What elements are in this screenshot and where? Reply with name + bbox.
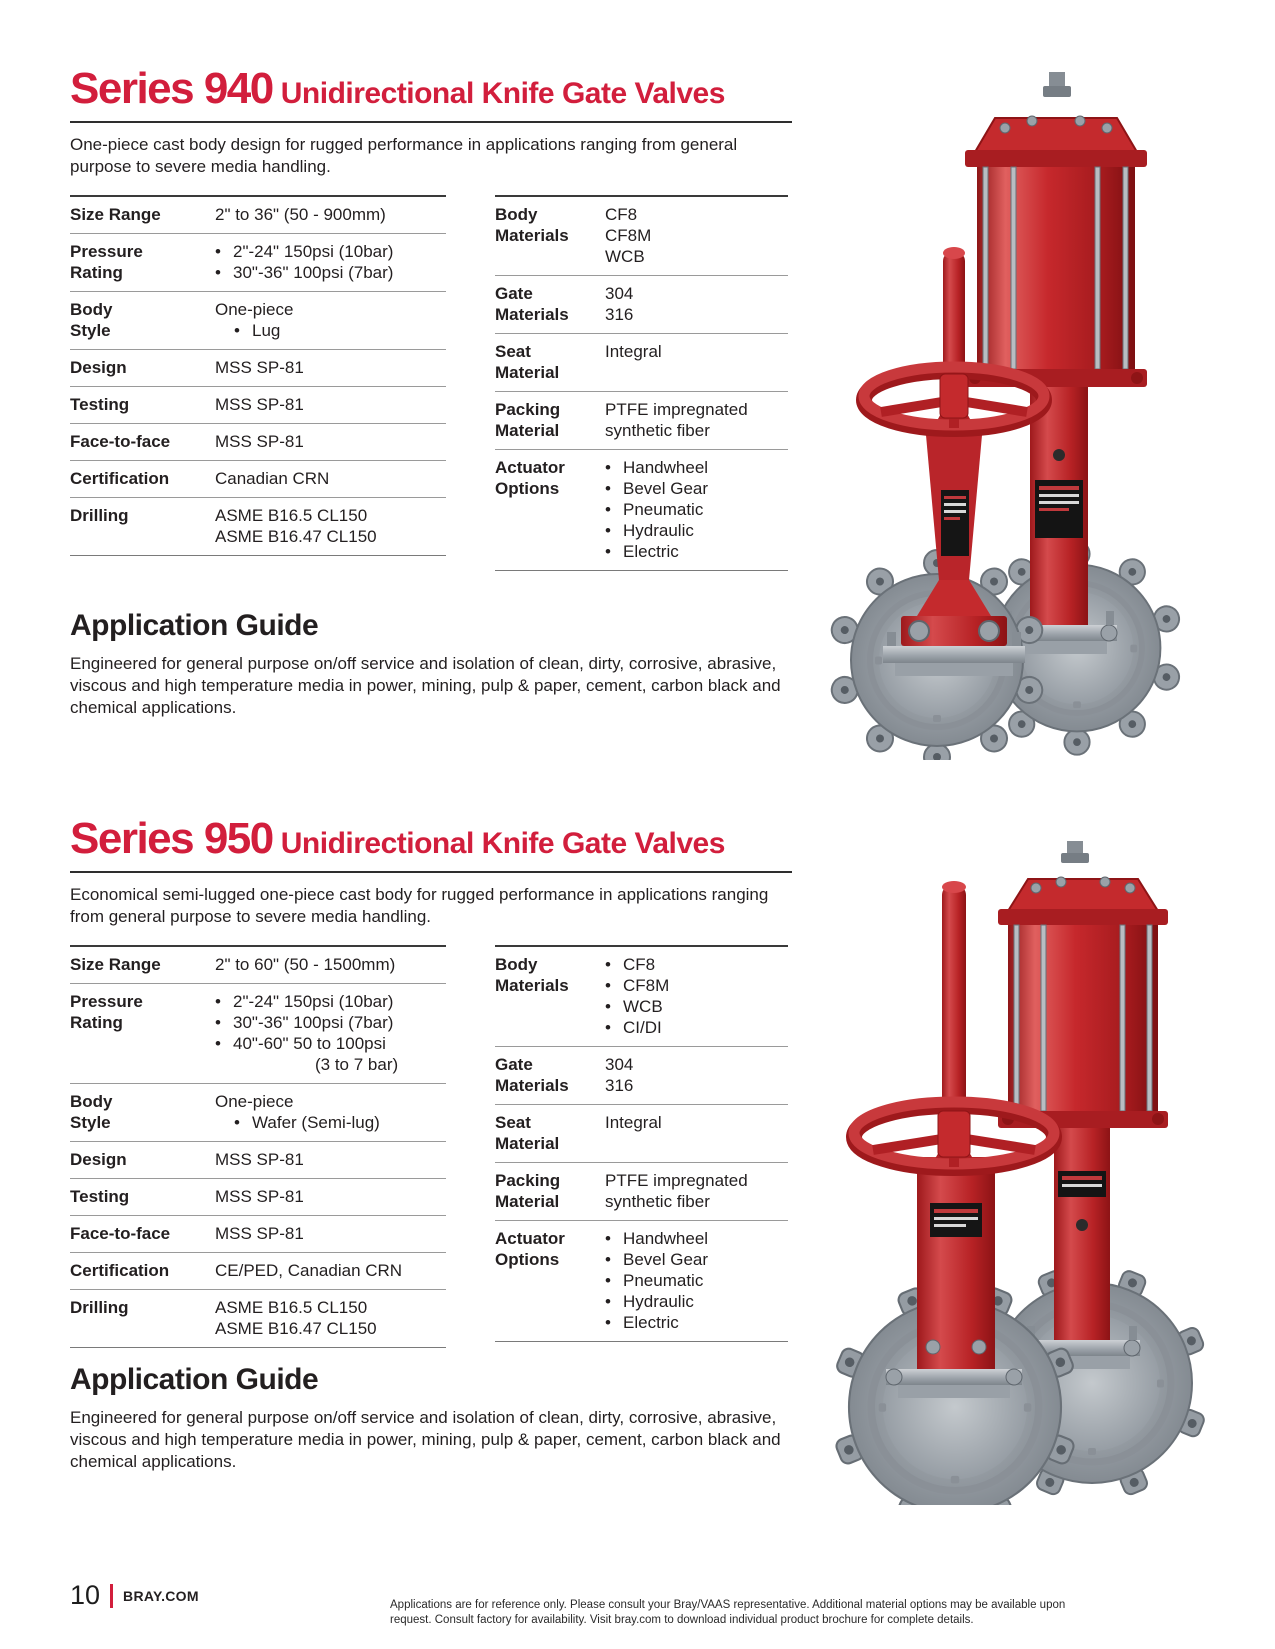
spec-value-line: PTFE impregnated <box>605 1171 748 1190</box>
bullet-icon: • <box>215 263 221 282</box>
spec-value-line: CF8 <box>605 205 638 224</box>
series-940-number: Series 940 <box>70 64 273 113</box>
series-950-valve-photo <box>790 805 1240 1505</box>
spec-row <box>70 233 446 291</box>
spec-value-line: synthetic fiber <box>605 421 710 440</box>
bullet-icon: • <box>605 458 611 477</box>
spec-value <box>215 394 446 415</box>
title-divider <box>70 871 792 873</box>
bullet-icon: • <box>234 1113 240 1132</box>
footer-divider-bar <box>110 1584 113 1608</box>
series-940-left-spec-table <box>70 195 446 556</box>
spec-label: Certification <box>70 469 170 488</box>
series-950-subtitle: Unidirectional Knife Gate Valves <box>280 827 725 860</box>
footer-disclaimer: Applications are for reference only. Please consult your Bray/VAAS representative. Additional material options may be available upon request. Consult factory for availability. Visit bray.com to download individual product brochure for complete details. <box>390 1598 1066 1626</box>
spec-row <box>70 195 446 233</box>
series-940-right-spec-table <box>495 195 788 571</box>
spec-value-line: synthetic fiber <box>605 1192 710 1211</box>
spec-value-line: One-piece <box>215 300 294 319</box>
spec-value <box>605 954 788 1038</box>
bullet-icon: • <box>605 976 611 995</box>
spec-label: Size Range <box>70 205 161 224</box>
spec-value <box>215 204 446 225</box>
series-940-intro: One-piece cast body design for rugged performance in applications ranging from general purpose to severe media handling. <box>70 135 738 176</box>
spec-value-line: • Lug <box>234 321 281 340</box>
spec-row <box>70 291 446 349</box>
section-series-940 <box>70 66 792 719</box>
spec-value <box>215 1223 446 1244</box>
spec-value-line: 304 <box>605 1055 634 1074</box>
spec-value-line: • Electric <box>605 1313 679 1332</box>
spec-value-line: • CF8M <box>605 976 670 995</box>
spec-value-line: (3 to 7 bar) <box>315 1055 399 1074</box>
series-940-spec-tables <box>70 195 792 571</box>
spec-row <box>495 1162 788 1220</box>
series-940-application-guide-text: Engineered for general purpose on/off service and isolation of clean, dirty, corrosive, abrasive, viscous and high temperature media in power, mining, pulp & paper, cement, carbon black and chemical applications. <box>70 654 781 717</box>
spec-value <box>215 505 446 547</box>
spec-value-line: Integral <box>605 342 662 361</box>
spec-value <box>215 1149 446 1170</box>
spec-value-line: MSS SP-81 <box>215 432 304 451</box>
series-940-subtitle: Unidirectional Knife Gate Valves <box>280 77 725 110</box>
bullet-icon: • <box>215 242 221 261</box>
spec-value-line: • Handwheel <box>605 458 709 477</box>
spec-value-line: PTFE impregnated <box>605 400 748 419</box>
footer-brand: BRAY.COM <box>123 1587 199 1604</box>
spec-value-line: 2" to 60" (50 - 1500mm) <box>215 955 396 974</box>
bullet-icon: • <box>605 1250 611 1269</box>
spec-label: Drilling <box>70 506 129 525</box>
spec-value-line: • Bevel Gear <box>605 479 709 498</box>
spec-value-line: • 30"-36" 100psi (7bar) <box>215 263 394 282</box>
spec-value-line: 316 <box>605 305 634 324</box>
spec-row <box>495 449 788 570</box>
spec-label: Testing <box>70 1187 130 1206</box>
spec-value-line: • Pneumatic <box>605 500 704 519</box>
spec-row <box>70 1289 446 1347</box>
spec-value <box>605 1228 788 1333</box>
spec-value-line: • Handwheel <box>605 1229 709 1248</box>
spec-label: Packing Material <box>495 400 561 440</box>
series-950-left-spec-table <box>70 945 446 1348</box>
bullet-icon: • <box>605 1271 611 1290</box>
footer-page-info <box>70 1580 199 1611</box>
spec-row <box>495 275 788 333</box>
spec-value-line: • CF8 <box>605 955 656 974</box>
spec-value <box>605 1170 788 1212</box>
spec-value <box>605 457 788 562</box>
spec-row <box>70 1141 446 1178</box>
warning-label <box>930 1203 982 1237</box>
spec-row <box>70 386 446 423</box>
spec-value-line: MSS SP-81 <box>215 1187 304 1206</box>
spec-value <box>215 1186 446 1207</box>
spec-label: Packing Material <box>495 1171 561 1211</box>
spec-value <box>215 241 446 283</box>
spec-value-line: • Pneumatic <box>605 1271 704 1290</box>
series-950-title <box>70 816 792 867</box>
spec-value-line: • Hydraulic <box>605 1292 694 1311</box>
warning-label <box>1035 480 1083 538</box>
spec-label: Pressure Rating <box>70 242 143 282</box>
spec-row <box>70 1083 446 1141</box>
spec-value-line: MSS SP-81 <box>215 1224 304 1243</box>
spec-value-line: MSS SP-81 <box>215 358 304 377</box>
spec-value-line: ASME B16.47 CL150 <box>215 1319 377 1338</box>
spec-value <box>605 1054 788 1096</box>
spec-row <box>495 391 788 449</box>
page-number: 10 <box>70 1580 101 1610</box>
spec-row <box>70 945 446 983</box>
series-950-application-guide-text: Engineered for general purpose on/off service and isolation of clean, dirty, corrosive, abrasive, viscous and high temperature media in power, mining, pulp & paper, cement, carbon black and chemical applications. <box>70 1408 781 1471</box>
spec-value-line: 2" to 36" (50 - 900mm) <box>215 205 386 224</box>
bullet-icon: • <box>605 542 611 561</box>
series-940-valve-photo <box>825 60 1235 760</box>
spec-value-line: • 2"-24" 150psi (10bar) <box>215 992 394 1011</box>
spec-value-line: ASME B16.5 CL150 <box>215 506 368 525</box>
series-950-right-spec-table <box>495 945 788 1342</box>
spec-row <box>495 1046 788 1104</box>
knife-gate-valve-940-illustration <box>825 60 1235 760</box>
series-940-title <box>70 66 792 117</box>
spec-value <box>215 468 446 489</box>
spec-label: Gate Materials <box>495 284 569 324</box>
spec-row <box>70 1252 446 1289</box>
title-divider <box>70 121 792 123</box>
spec-label: Actuator Options <box>495 1229 565 1269</box>
spec-row <box>495 945 788 1046</box>
bullet-icon: • <box>605 955 611 974</box>
spec-value <box>215 991 446 1075</box>
spec-row <box>70 423 446 460</box>
series-950-intro: Economical semi-lugged one-piece cast body for rugged performance in applications ranging from general purpose to severe media handling. <box>70 885 769 926</box>
series-940-application-guide-title: Application Guide <box>70 609 319 642</box>
section-series-950 <box>70 816 792 1473</box>
warning-label <box>941 490 969 556</box>
series-950-application-guide-title: Application Guide <box>70 1363 319 1396</box>
spec-label: Seat Material <box>495 1113 560 1153</box>
spec-label: Certification <box>70 1261 170 1280</box>
bullet-icon: • <box>605 479 611 498</box>
bullet-icon: • <box>215 1034 221 1053</box>
spec-value-line: MSS SP-81 <box>215 1150 304 1169</box>
spec-value <box>215 299 446 341</box>
spec-value <box>605 1112 788 1154</box>
spec-value-line: CE/PED, Canadian CRN <box>215 1261 403 1280</box>
spec-value <box>605 283 788 325</box>
spec-value-line: • 30"-36" 100psi (7bar) <box>215 1013 394 1032</box>
bullet-icon: • <box>605 1313 611 1332</box>
series-950-number: Series 950 <box>70 814 273 863</box>
spec-label: Pressure Rating <box>70 992 143 1032</box>
spec-value <box>605 341 788 383</box>
spec-label: Drilling <box>70 1298 129 1317</box>
spec-value <box>605 204 788 267</box>
spec-row <box>70 1215 446 1252</box>
spec-value <box>215 1260 446 1281</box>
series-950-spec-tables <box>70 945 792 1348</box>
spec-label: Size Range <box>70 955 161 974</box>
spec-label: Design <box>70 1150 127 1169</box>
spec-row <box>70 497 446 555</box>
bullet-icon: • <box>605 1292 611 1311</box>
spec-value-line: Canadian CRN <box>215 469 330 488</box>
spec-value-line: • Hydraulic <box>605 521 694 540</box>
spec-value <box>215 357 446 378</box>
bullet-icon: • <box>215 992 221 1011</box>
spec-label: Seat Material <box>495 342 560 382</box>
spec-row <box>70 1178 446 1215</box>
spec-label: Testing <box>70 395 130 414</box>
spec-label: Body Style <box>70 300 113 340</box>
bullet-icon: • <box>605 997 611 1016</box>
bullet-icon: • <box>605 1229 611 1248</box>
spec-value-line: • Electric <box>605 542 679 561</box>
spec-value <box>215 1091 446 1133</box>
bullet-icon: • <box>605 500 611 519</box>
spec-label: Body Style <box>70 1092 113 1132</box>
spec-value-line: Integral <box>605 1113 662 1132</box>
spec-value-line: 316 <box>605 1076 634 1095</box>
spec-value <box>215 431 446 452</box>
spec-label: Body Materials <box>495 955 569 995</box>
spec-label: Face-to-face <box>70 432 171 451</box>
spec-value-line: ASME B16.47 CL150 <box>215 527 377 546</box>
spec-value-line: • 40"-60" 50 to 100psi <box>215 1034 386 1053</box>
spec-value-line: CF8M <box>605 226 652 245</box>
spec-value-line: • Bevel Gear <box>605 1250 709 1269</box>
spec-value-line: • CI/DI <box>605 1018 662 1037</box>
spec-value <box>605 399 788 441</box>
spec-label: Design <box>70 358 127 377</box>
spec-row <box>495 1104 788 1162</box>
spec-value-line: • Wafer (Semi-lug) <box>234 1113 380 1132</box>
bullet-icon: • <box>605 1018 611 1037</box>
spec-row <box>70 349 446 386</box>
spec-label: Gate Materials <box>495 1055 569 1095</box>
spec-row <box>495 1220 788 1341</box>
spec-row <box>70 983 446 1083</box>
warning-label <box>1058 1171 1106 1197</box>
spec-row <box>495 333 788 391</box>
spec-value-line: • 2"-24" 150psi (10bar) <box>215 242 394 261</box>
spec-value-line: • WCB <box>605 997 663 1016</box>
bullet-icon: • <box>605 521 611 540</box>
spec-label: Actuator Options <box>495 458 565 498</box>
spec-value-line: 304 <box>605 284 634 303</box>
spec-label: Face-to-face <box>70 1224 171 1243</box>
spec-value-line: ASME B16.5 CL150 <box>215 1298 368 1317</box>
spec-value <box>215 954 446 975</box>
spec-row <box>495 195 788 275</box>
spec-row <box>70 460 446 497</box>
bullet-icon: • <box>234 321 240 340</box>
knife-gate-valve-950-illustration <box>790 805 1240 1505</box>
spec-value-line: WCB <box>605 247 645 266</box>
bullet-icon: • <box>215 1013 221 1032</box>
spec-value-line: MSS SP-81 <box>215 395 304 414</box>
spec-value-line: One-piece <box>215 1092 294 1111</box>
spec-value <box>215 1297 446 1339</box>
spec-label: Body Materials <box>495 205 569 245</box>
